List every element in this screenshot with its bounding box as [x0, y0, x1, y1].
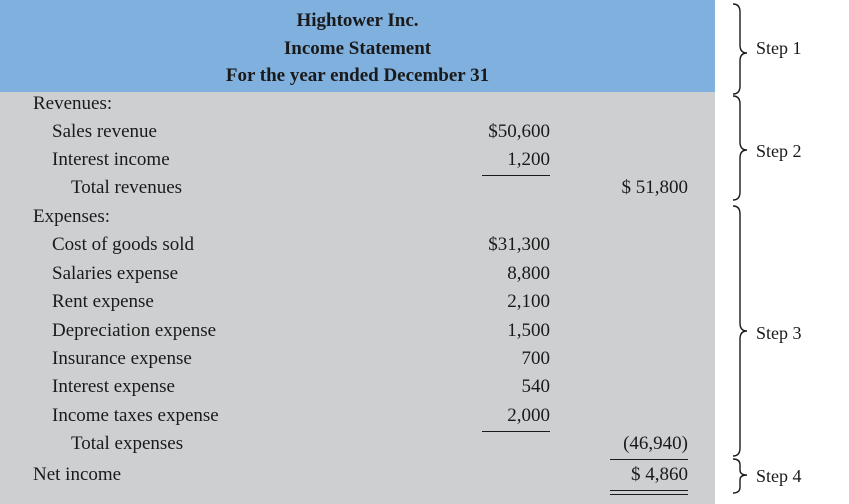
total-expenses-label: Total expenses	[71, 433, 184, 454]
table-row	[0, 347, 715, 375]
revenues-heading-row	[0, 92, 715, 120]
line-item-amount: 700	[521, 348, 550, 369]
line-item-amount: 1,200	[507, 149, 550, 170]
line-item-amount: 2,100	[507, 291, 550, 312]
table-row	[0, 120, 715, 148]
company-name: Hightower Inc.	[296, 10, 419, 31]
table-row	[0, 404, 715, 432]
step-2-brace	[733, 96, 747, 200]
line-item-amount: $31,300	[488, 234, 550, 255]
net-income-row	[0, 463, 715, 491]
line-item-amount: 540	[521, 376, 550, 397]
line-item-label: Salaries expense	[52, 263, 179, 284]
line-item-label: Rent expense	[52, 291, 154, 312]
table-row	[0, 262, 715, 290]
total-underline	[610, 459, 688, 460]
total-revenues-label: Total revenues	[71, 177, 183, 198]
statement-header	[0, 0, 715, 92]
line-item-label: Income taxes expense	[52, 405, 219, 426]
line-item-label: Sales revenue	[52, 121, 157, 142]
net-income-amount: $ 4,860	[631, 464, 688, 485]
table-row	[0, 148, 715, 176]
revenues-heading: Revenues:	[33, 93, 113, 114]
line-item-amount: $50,600	[488, 121, 550, 142]
total-expenses-amount: (46,940)	[623, 433, 688, 454]
table-row	[0, 290, 715, 318]
step-3-brace	[733, 206, 747, 456]
total-revenues-row	[0, 176, 715, 204]
expenses-heading: Expenses:	[33, 206, 111, 227]
statement-period: For the year ended December 31	[225, 65, 490, 86]
line-item-label: Interest income	[52, 149, 170, 170]
table-row	[0, 319, 715, 347]
line-item-amount: 8,800	[507, 263, 550, 284]
total-revenues-amount: $ 51,800	[621, 177, 688, 198]
line-item-label: Depreciation expense	[52, 320, 217, 341]
double-underline	[610, 490, 688, 495]
table-row	[0, 375, 715, 403]
step-2-label: Step 2	[756, 141, 802, 161]
total-expenses-row	[0, 432, 715, 460]
step-3-label: Step 3	[756, 323, 802, 343]
line-item-amount: 1,500	[507, 320, 550, 341]
step-1-label: Step 1	[756, 38, 802, 58]
line-item-amount: 2,000	[507, 405, 550, 426]
line-item-label: Insurance expense	[52, 348, 192, 369]
line-item-label: Interest expense	[52, 376, 175, 397]
step-braces	[715, 0, 849, 504]
step-4-brace	[733, 459, 747, 493]
step-4-label: Step 4	[756, 466, 802, 486]
net-income-label: Net income	[33, 464, 122, 485]
statement-title: Income Statement	[283, 38, 432, 59]
table-row	[0, 233, 715, 261]
line-item-label: Cost of goods sold	[52, 234, 194, 255]
expenses-heading-row	[0, 205, 715, 233]
step-1-brace	[733, 4, 747, 94]
